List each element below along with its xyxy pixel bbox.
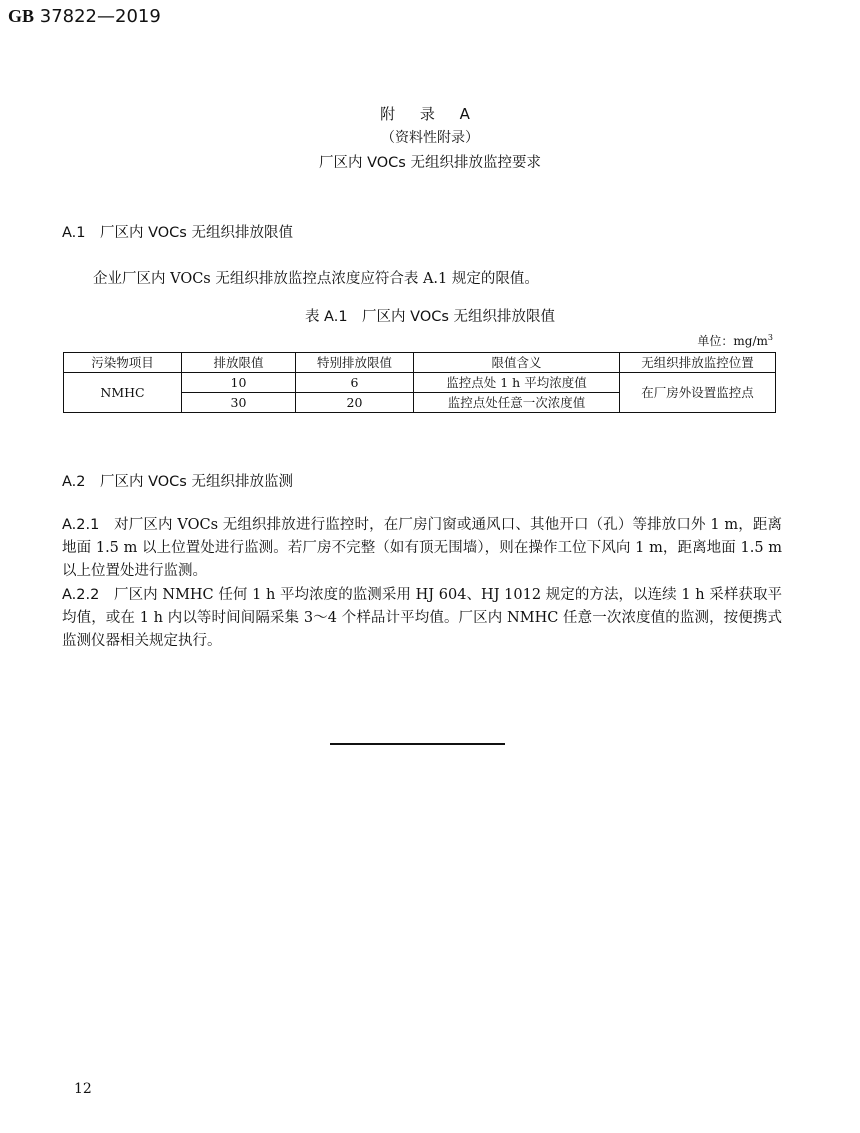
table-unit-text: 单位：mg/m: [697, 334, 768, 348]
table-unit-superscript: 3: [767, 333, 773, 342]
header-special-limit: 特别排放限值: [296, 353, 414, 373]
standard-code: 37822—2019: [39, 6, 161, 27]
appendix-title: 厂区内 VOCs 无组织排放监控要求: [319, 155, 541, 171]
section-a1-heading: [62, 221, 293, 242]
clause-a22-number: A.2.2: [62, 587, 100, 603]
section-a1-number: A.1: [62, 225, 86, 241]
clause-a21: [62, 514, 782, 583]
cell-limit: 30: [182, 393, 296, 413]
cell-meaning: 监控点处任意一次浓度值: [414, 393, 620, 413]
appendix-nature: （资料性附录）: [381, 130, 479, 146]
table-caption: 表 A.1 厂区内 VOCs 无组织排放限值: [304, 309, 556, 325]
clause-a22: [62, 584, 782, 653]
cell-special-limit: 20: [296, 393, 414, 413]
limits-table: [63, 352, 776, 413]
section-a2-number: A.2: [62, 474, 86, 490]
cell-limit: 10: [182, 373, 296, 393]
header-meaning: 限值含义: [414, 353, 620, 373]
appendix-label: 附 录 A: [380, 105, 480, 123]
cell-special-limit: 6: [296, 373, 414, 393]
table-header-row: [64, 353, 776, 373]
cell-location: 在厂房外设置监控点: [620, 373, 776, 413]
table-unit: [697, 332, 773, 349]
standard-prefix: GB: [8, 6, 35, 26]
section-a2-title: 厂区内 VOCs 无组织排放监测: [100, 474, 293, 490]
header-location: 无组织排放监控位置: [620, 353, 776, 373]
header-limit: 排放限值: [182, 353, 296, 373]
section-a1-body: 企业厂区内 VOCs 无组织排放监控点浓度应符合表 A.1 规定的限值。: [93, 271, 539, 287]
cell-pollutant: NMHC: [64, 373, 182, 413]
standard-number: [8, 6, 161, 27]
cell-meaning: 监控点处 1 h 平均浓度值: [414, 373, 620, 393]
end-rule: [330, 743, 505, 745]
clause-a22-text: 厂区内 NMHC 任何 1 h 平均浓度的监测采用 HJ 604、HJ 1012 规定的方法，以连续 1 h 采样获取平均值，或在 1 h 内以等时间间隔采集 3～4 个样品计平均值。厂区内 NMHC 任意一次浓度值的监测，按便携式监测仪器相关规定执行。: [62, 587, 782, 649]
table-row: [64, 373, 776, 393]
clause-a21-number: A.2.1: [62, 517, 100, 533]
section-a1-title: 厂区内 VOCs 无组织排放限值: [100, 225, 293, 241]
header-pollutant: 污染物项目: [64, 353, 182, 373]
page-number: 12: [74, 1081, 92, 1097]
section-a2-heading: [62, 470, 293, 491]
clause-a21-text: 对厂区内 VOCs 无组织排放进行监控时，在厂房门窗或通风口、其他开口（孔）等排放口外 1 m，距离地面 1.5 m 以上位置处进行监测。若厂房不完整（如有顶无围墙），则在操作工位下风向 1 m，距离地面 1.5 m 以上位置处进行监测。: [62, 517, 782, 579]
